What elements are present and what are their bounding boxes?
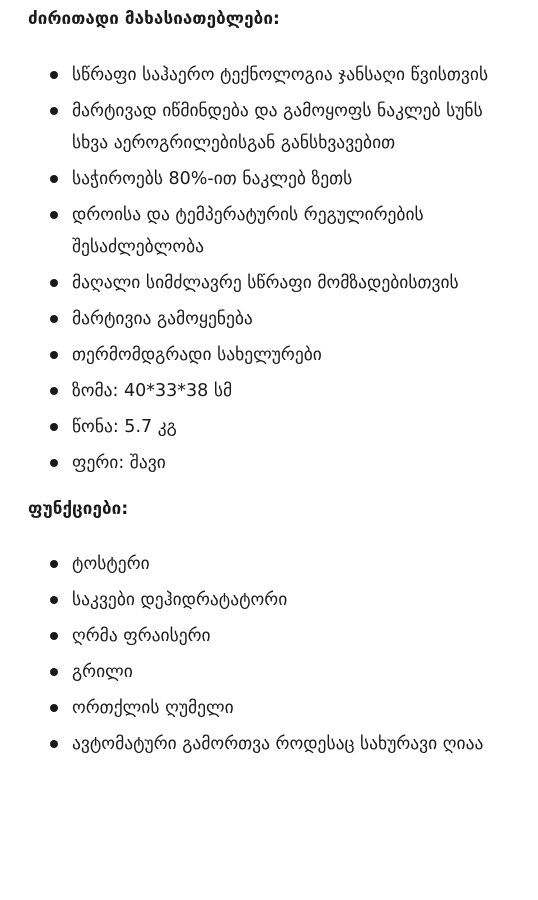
list-item-text: მარტივია გამოყენება [72,309,253,329]
list-item-text: ავტომატური გამორთვა როდესაც სახურავი ღიაა [72,734,484,754]
list-item-text: საკვები დეჰიდრატატორი [72,590,288,610]
bullet-icon [50,387,58,395]
list-item-text: გრილი [72,662,133,682]
list-item [28,692,538,724]
bullet-icon [50,211,58,219]
bullet-icon [50,596,58,604]
list-item-text: ღრმა ფრაისერი [72,626,211,646]
list-item [28,447,538,479]
functions-heading: ფუნქციები: [28,499,129,519]
list-item [28,411,538,443]
bullet-icon [50,279,58,287]
list-item-text: დროისა და ტემპერატურის რეგულირების შესაძლებლობა [72,205,424,257]
bullet-icon [50,704,58,712]
bullet-icon [50,175,58,183]
list-item-text: წონა: 5.7 კგ [72,417,177,437]
bullet-icon [50,107,58,115]
list-item [28,728,538,760]
list-item-text: მარტივად იწმინდება და გამოყოფს ნაკლებ სუნს სხვა აეროგრილებისგან განსხვავებით [72,101,483,153]
bullet-icon [50,668,58,676]
bullet-icon [50,423,58,431]
bullet-icon [50,71,58,79]
list-item [28,656,538,688]
bullet-icon [50,560,58,568]
list-item-text: ორთქლის ღუმელი [72,698,234,718]
list-item [28,59,538,91]
list-item-text: მაღალი სიმძლავრე სწრაფი მომზადებისთვის [72,273,459,293]
list-item [28,620,538,652]
list-item-text: სწრაფი საჰაერო ტექნოლოგია ჯანსაღი წვისთვის [72,65,489,85]
list-item [28,163,538,195]
features-list [28,59,538,479]
features-heading: ძირითადი მახასიათებლები: [28,9,280,29]
list-item [28,303,538,335]
list-item [28,199,538,263]
list-item [28,95,538,159]
list-item [28,375,538,407]
list-item [28,267,538,299]
bullet-icon [50,459,58,467]
list-item [28,584,538,616]
bullet-icon [50,315,58,323]
list-item [28,548,538,580]
bullet-icon [50,351,58,359]
bullet-icon [50,740,58,748]
list-item-text: ფერი: შავი [72,453,166,473]
list-item-text: ტოსტერი [72,554,150,574]
functions-list [28,548,538,760]
list-item-text: თერმომდგრადი სახელურები [72,345,322,365]
list-item-text: საჭიროებს 80%-ით ნაკლებ ზეთს [72,169,353,189]
list-item-text: ზომა: 40*33*38 სმ [72,381,233,401]
list-item [28,339,538,371]
bullet-icon [50,632,58,640]
